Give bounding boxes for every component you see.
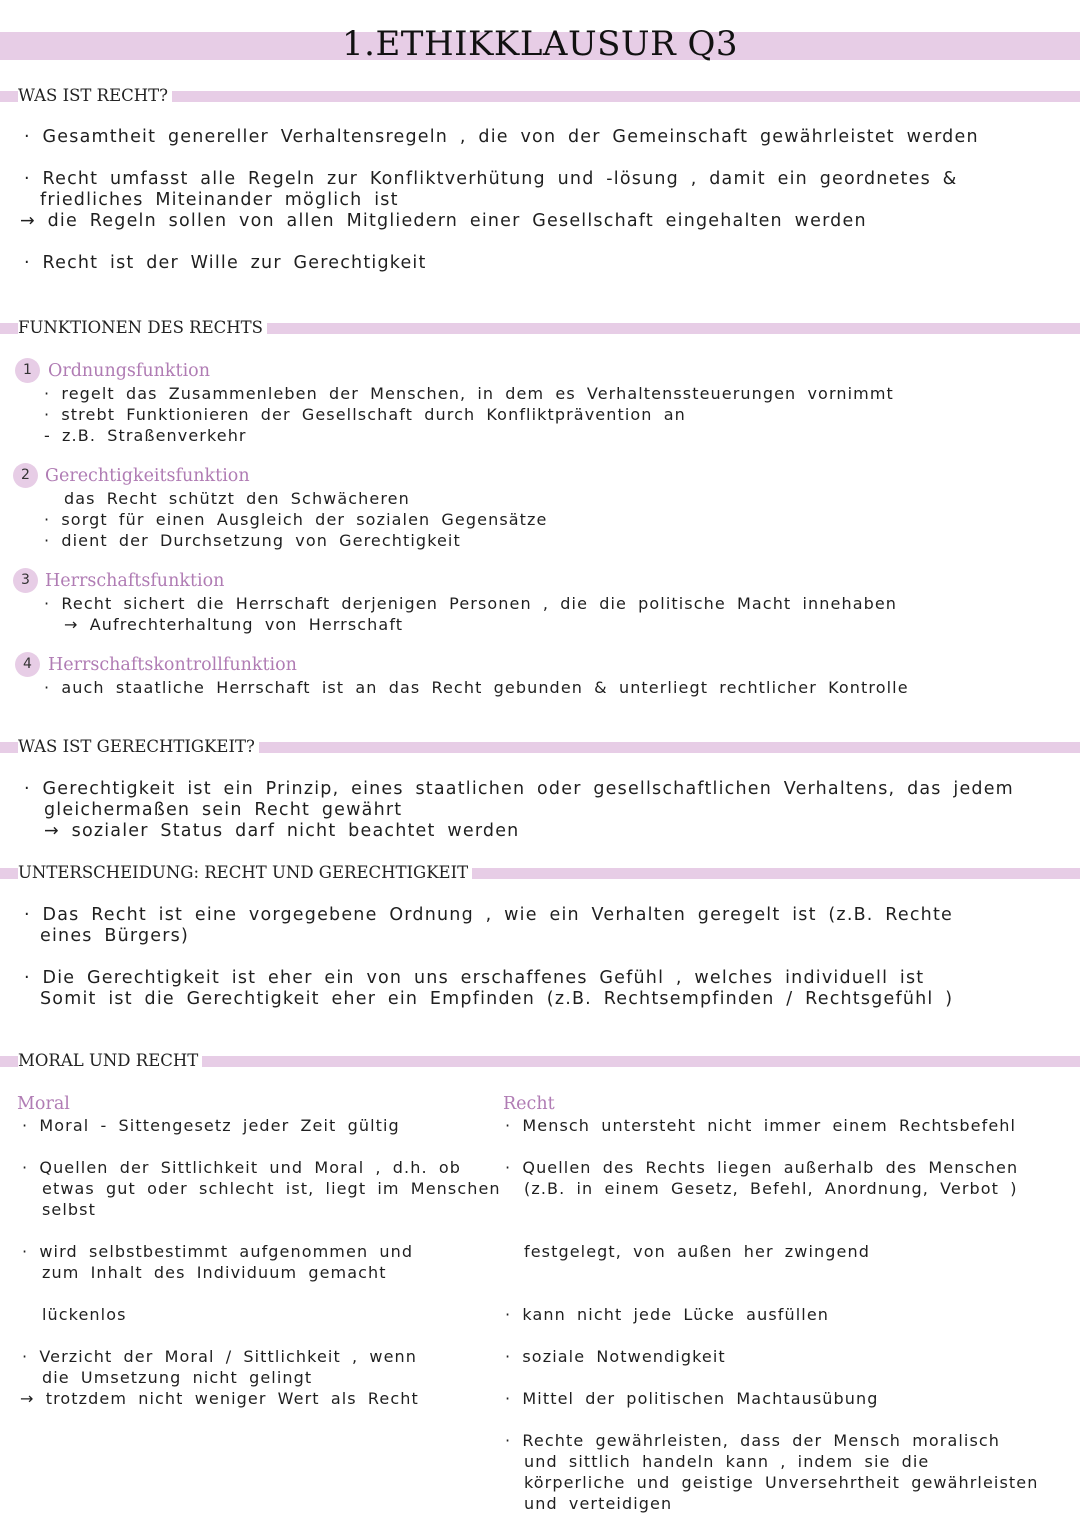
subheading-herrschaftskontrollfunktion: Herrschaftskontrollfunktion bbox=[48, 655, 297, 675]
moral-line: zum Inhalt des Individuum gemacht bbox=[42, 1263, 387, 1282]
text-line: · Die Gerechtigkeit ist eher ein von uns erschaffenes Gefühl , welches individuell ist bbox=[24, 968, 925, 988]
column-heading-recht: Recht bbox=[503, 1094, 555, 1114]
moral-line: · Quellen der Sittlichkeit und Moral , d.h. ob bbox=[22, 1158, 461, 1177]
recht-line: körperliche und geistige Unversehrtheit gewährleisten bbox=[524, 1473, 1039, 1492]
recht-line: · soziale Notwendigkeit bbox=[505, 1347, 726, 1366]
moral-line: etwas gut oder schlecht ist, liegt im Menschen bbox=[42, 1179, 501, 1198]
recht-line: und verteidigen bbox=[524, 1494, 673, 1513]
text-line: · auch staatliche Herrschaft ist an das Recht gebunden & unterliegt rechtlicher Kontrolle bbox=[44, 678, 909, 697]
text-line: gleichermaßen sein Recht gewährt bbox=[44, 800, 403, 820]
text-line: · Gesamtheit genereller Verhaltensregeln , die von der Gemeinschaft gewährleistet werden bbox=[24, 127, 979, 147]
section-heading-unterscheidung: UNTERSCHEIDUNG: RECHT UND GERECHTIGKEIT bbox=[18, 863, 472, 883]
subheading-ordnungsfunktion: Ordnungsfunktion bbox=[48, 361, 210, 381]
column-heading-moral: Moral bbox=[17, 1094, 70, 1114]
moral-line: selbst bbox=[42, 1200, 96, 1219]
moral-line: · Moral - Sittengesetz jeder Zeit gültig bbox=[22, 1116, 400, 1135]
recht-line: · kann nicht jede Lücke ausfüllen bbox=[505, 1305, 830, 1324]
text-line: · Recht sichert die Herrschaft derjenigen Personen , die die politische Macht innehaben bbox=[44, 594, 898, 613]
section-heading-moral-recht: MORAL UND RECHT bbox=[18, 1051, 202, 1071]
text-line: · dient der Durchsetzung von Gerechtigkeit bbox=[44, 531, 461, 550]
text-line: · strebt Funktionieren der Gesellschaft durch Konfliktprävention an bbox=[44, 405, 686, 424]
number-badge-4: 4 bbox=[15, 652, 40, 677]
section-heading-recht: WAS IST RECHT? bbox=[18, 86, 172, 106]
recht-line: und sittlich handeln kann , indem sie die bbox=[524, 1452, 930, 1471]
text-line: · Gerechtigkeit ist ein Prinzip, eines staatlichen oder gesellschaftlichen Verhaltens, das jedem bbox=[24, 779, 1014, 799]
text-line: → die Regeln sollen von allen Mitgliedern einer Gesellschaft eingehalten werden bbox=[20, 211, 867, 231]
text-line: eines Bürgers) bbox=[40, 926, 189, 946]
moral-line: · Verzicht der Moral / Sittlichkeit , wenn bbox=[22, 1347, 417, 1366]
moral-line: lückenlos bbox=[42, 1305, 127, 1324]
text-line: · regelt das Zusammenleben der Menschen, in dem es Verhaltenssteuerungen vornimmt bbox=[44, 384, 894, 403]
moral-line: · wird selbstbestimmt aufgenommen und bbox=[22, 1242, 414, 1261]
text-line: → sozialer Status darf nicht beachtet werden bbox=[44, 821, 520, 841]
text-line: Somit ist die Gerechtigkeit eher ein Empfinden (z.B. Rechtsempfinden / Rechtsgefühl ) bbox=[40, 989, 954, 1009]
section-heading-funktionen: FUNKTIONEN DES RECHTS bbox=[18, 318, 267, 338]
recht-line: · Mensch untersteht nicht immer einem Rechtsbefehl bbox=[505, 1116, 1017, 1135]
number-badge-3: 3 bbox=[13, 568, 38, 593]
recht-line: (z.B. in einem Gesetz, Befehl, Anordnung, Verbot ) bbox=[524, 1179, 1018, 1198]
number-badge-1: 1 bbox=[15, 358, 40, 383]
text-line: - z.B. Straßenverkehr bbox=[44, 426, 247, 445]
subheading-herrschaftsfunktion: Herrschaftsfunktion bbox=[45, 571, 225, 591]
text-line: · Recht ist der Wille zur Gerechtigkeit bbox=[24, 253, 427, 273]
text-line: · Das Recht ist eine vorgegebene Ordnung , wie ein Verhalten geregelt ist (z.B. Rechte bbox=[24, 905, 953, 925]
recht-line: festgelegt, von außen her zwingend bbox=[524, 1242, 870, 1261]
moral-line: → trotzdem nicht weniger Wert als Recht bbox=[20, 1389, 419, 1408]
recht-line: · Quellen des Rechts liegen außerhalb des Menschen bbox=[505, 1158, 1019, 1177]
subheading-gerechtigkeitsfunktion: Gerechtigkeitsfunktion bbox=[45, 466, 250, 486]
text-line: friedliches Miteinander möglich ist bbox=[40, 190, 399, 210]
page-title: 1.ETHIKKLAUSUR Q3 bbox=[342, 24, 738, 64]
text-line: · Recht umfasst alle Regeln zur Konfliktverhütung und -lösung , damit ein geordnetes & bbox=[24, 169, 958, 189]
recht-line: · Rechte gewährleisten, dass der Mensch moralisch bbox=[505, 1431, 1001, 1450]
section-heading-gerechtigkeit: WAS IST GERECHTIGKEIT? bbox=[18, 737, 259, 757]
text-line: · sorgt für einen Ausgleich der sozialen Gegensätze bbox=[44, 510, 548, 529]
moral-line: die Umsetzung nicht gelingt bbox=[42, 1368, 313, 1387]
number-badge-2: 2 bbox=[13, 463, 38, 488]
recht-line: · Mittel der politischen Machtausübung bbox=[505, 1389, 879, 1408]
text-line: das Recht schützt den Schwächeren bbox=[64, 489, 410, 508]
text-line: → Aufrechterhaltung von Herrschaft bbox=[64, 615, 404, 634]
